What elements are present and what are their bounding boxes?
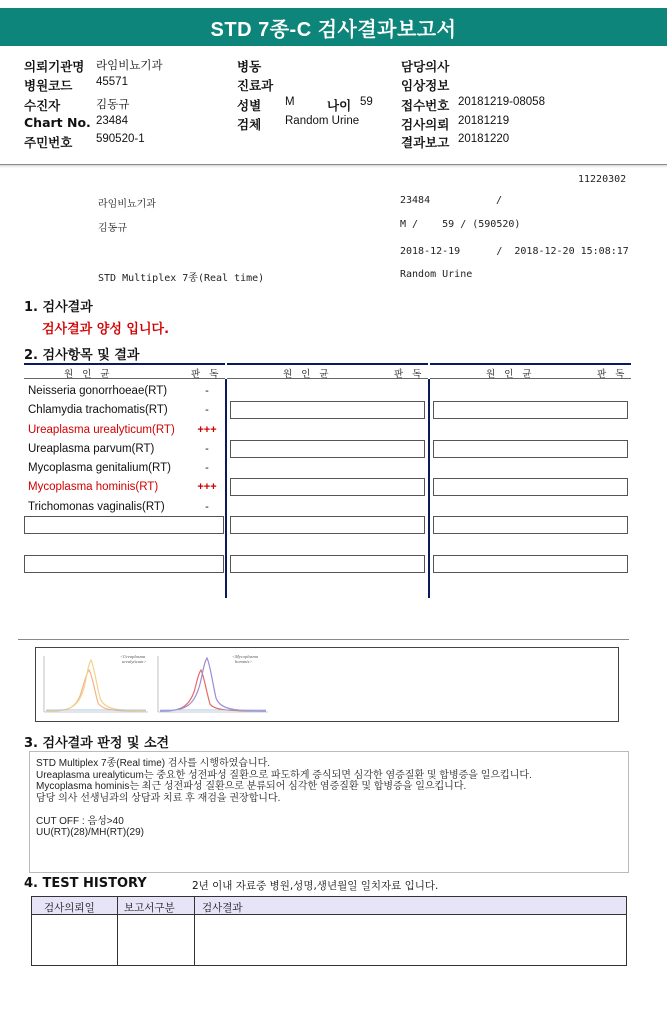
print-specimen: Random Urine — [400, 269, 473, 280]
graph-1-curve-a — [46, 670, 146, 711]
row-name-mycoplasma-hominis: Mycoplasma hominis(RT) — [28, 481, 159, 493]
col-header-pathogen-2: 원 인 균 — [283, 369, 332, 380]
empty-result-box — [230, 555, 425, 573]
header-value-age: 59 — [360, 96, 373, 108]
header-value-hospital-code: 45571 — [96, 76, 128, 88]
section-divider — [18, 639, 629, 640]
row-name-neisseria: Neisseria gonorrhoeae(RT) — [28, 385, 168, 397]
empty-result-box — [24, 516, 224, 534]
graph-ureaplasma-urealyticum — [44, 654, 148, 712]
header-value-report-date: 20181220 — [458, 133, 510, 145]
header-value-clinic: 라임비뇨기과 — [96, 60, 163, 72]
header-divider-shadow — [0, 165, 667, 168]
table-column-divider-1 — [225, 379, 227, 598]
history-column-divider — [194, 897, 195, 965]
row-name-trichomonas: Trichomonas vaginalis(RT) — [28, 501, 165, 513]
row-name-ureaplasma-urealyticum: Ureaplasma urealyticum(RT) — [28, 424, 175, 436]
graph-1-label-line1: <Ureaplasma — [120, 654, 146, 659]
history-column-divider — [117, 897, 118, 965]
graph-mycoplasma-hominis — [158, 654, 268, 712]
empty-result-box — [433, 555, 628, 573]
empty-result-box — [230, 516, 425, 534]
findings-box — [29, 751, 629, 873]
col-header-result-1: 판 독 — [191, 369, 222, 380]
row-result-ureaplasma-parvum: - — [205, 443, 209, 455]
print-code: 11220302 — [578, 174, 627, 185]
empty-result-box — [433, 401, 628, 419]
col-header-result-3: 판 독 — [597, 369, 628, 380]
header-label-clinical-info: 임상정보 — [401, 78, 450, 93]
row-result-neisseria: - — [205, 385, 209, 397]
print-chart-slash: / — [496, 195, 503, 206]
header-label-resident-no: 주민번호 — [24, 135, 73, 150]
header-value-patient: 김동규 — [96, 99, 130, 111]
history-table-header — [32, 897, 626, 915]
graph-2-curve-b — [160, 658, 266, 711]
history-col-request-date: 검사의뢰일 — [44, 902, 95, 914]
print-dates: 2018-12-19 / 2018-12-20 15:08:17 — [400, 246, 629, 257]
header-label-ward: 병동 — [237, 59, 262, 74]
row-result-trichomonas: - — [205, 501, 209, 513]
header-label-department: 진료과 — [237, 78, 274, 93]
header-label-doctor: 담당의사 — [401, 59, 450, 74]
graph-1-curve-b — [46, 660, 146, 711]
empty-result-box — [433, 516, 628, 534]
header-value-specimen: Random Urine — [285, 115, 360, 127]
row-name-chlamydia: Chlamydia trachomatis(RT) — [28, 404, 168, 416]
history-col-result: 검사결과 — [202, 902, 243, 914]
finding-line-blank — [36, 804, 628, 816]
empty-result-box — [24, 555, 224, 573]
header-label-request-date: 검사의뢰 — [401, 117, 450, 132]
row-result-chlamydia: - — [205, 404, 209, 416]
row-name-mycoplasma-genitalium: Mycoplasma genitalium(RT) — [28, 462, 171, 474]
section-history-title: 4. TEST HISTORY — [24, 876, 147, 891]
empty-result-box — [230, 401, 425, 419]
header-label-sex: 성별 — [237, 98, 262, 113]
graph-2-curve-a — [160, 670, 266, 711]
print-sex-age: M / 59 / (590520) — [400, 219, 521, 230]
row-result-ureaplasma-urealyticum: +++ — [197, 424, 217, 436]
col-header-pathogen-3: 원 인 균 — [486, 369, 535, 380]
header-value-request-date: 20181219 — [458, 115, 510, 127]
header-label-chart-no: Chart No. — [24, 115, 91, 130]
header-label-hospital-code: 병원코드 — [24, 78, 73, 93]
col-header-pathogen-1: 원 인 균 — [64, 369, 113, 380]
print-patient: 김동규 — [98, 223, 127, 234]
history-note: 2년 이내 자료중 병원,성명,생년월일 일치자료 입니다. — [192, 880, 439, 892]
amplification-graph-frame — [35, 647, 619, 722]
empty-result-box — [230, 478, 425, 496]
row-result-mycoplasma-genitalium: - — [205, 462, 209, 474]
empty-result-box — [433, 440, 628, 458]
finding-line: Mycoplasma hominis는 최근 성전파성 질환으로 분류되어 심각한 염증질환 및 합병증을 일으킵니다. — [36, 781, 467, 792]
row-result-mycoplasma-hominis: +++ — [197, 481, 217, 493]
graph-1-label-line2: urealyticum> — [122, 659, 147, 664]
table-header-group-3 — [430, 363, 631, 379]
print-chart: 23484 — [400, 195, 431, 206]
amplification-graphs — [36, 648, 620, 723]
table-header-group-2 — [227, 363, 428, 379]
header-value-resident-no: 590520-1 — [96, 133, 145, 145]
history-table — [31, 896, 627, 966]
print-clinic: 라임비뇨기과 — [98, 199, 156, 210]
header-value-sex: M — [285, 96, 295, 108]
row-name-ureaplasma-parvum: Ureaplasma parvum(RT) — [28, 443, 155, 455]
graph-2-label-line2: hominis> — [235, 659, 253, 664]
finding-cutoff: CUT OFF : 음성>40 — [36, 815, 124, 827]
header-label-receipt-no: 접수번호 — [401, 98, 450, 113]
empty-result-box — [230, 440, 425, 458]
finding-ct-values: UU(RT)(28)/MH(RT)(29) — [36, 827, 144, 838]
section-result-title: 1. 검사결과 — [24, 300, 93, 315]
section-findings-title: 3. 검사결과 판정 및 소견 — [24, 736, 170, 751]
header-label-age: 나이 — [327, 98, 352, 113]
header-label-patient: 수진자 — [24, 98, 61, 113]
table-column-divider-2 — [428, 379, 430, 598]
report-title: STD 7종-C 검사결과보고서 — [210, 18, 457, 41]
header-value-chart-no: 23484 — [96, 115, 128, 127]
header-label-specimen: 검체 — [237, 117, 262, 132]
graph-2-label-line1: <Mycoplasma — [232, 654, 259, 659]
positive-result-message: 검사결과 양성 입니다. — [42, 322, 170, 337]
finding-line: Ureaplasma urealyticum는 중요한 성전파성 질환으로 파도하게 증식되면 심각한 염증질환 및 합병증을 일으킵니다. — [36, 769, 532, 781]
finding-line: STD Multiplex 7종(Real time) 검사를 시행하였습니다. — [36, 758, 271, 769]
col-header-result-2: 판 독 — [394, 369, 425, 380]
header-value-receipt-no: 20181219-08058 — [458, 96, 545, 108]
header-label-clinic: 의뢰기관명 — [24, 59, 85, 74]
empty-result-box — [433, 478, 628, 496]
section-items-title: 2. 검사항목 및 결과 — [24, 348, 140, 363]
table-header-group-1 — [24, 363, 225, 379]
history-col-report-type: 보고서구분 — [124, 902, 175, 914]
report-title-bar — [0, 8, 667, 46]
finding-line: 담당 의사 선생님과의 상담과 치료 후 재검을 권장합니다. — [36, 792, 281, 804]
header-label-report-date: 결과보고 — [401, 135, 450, 150]
print-test-name: STD Multiplex 7종(Real time) — [98, 273, 265, 284]
